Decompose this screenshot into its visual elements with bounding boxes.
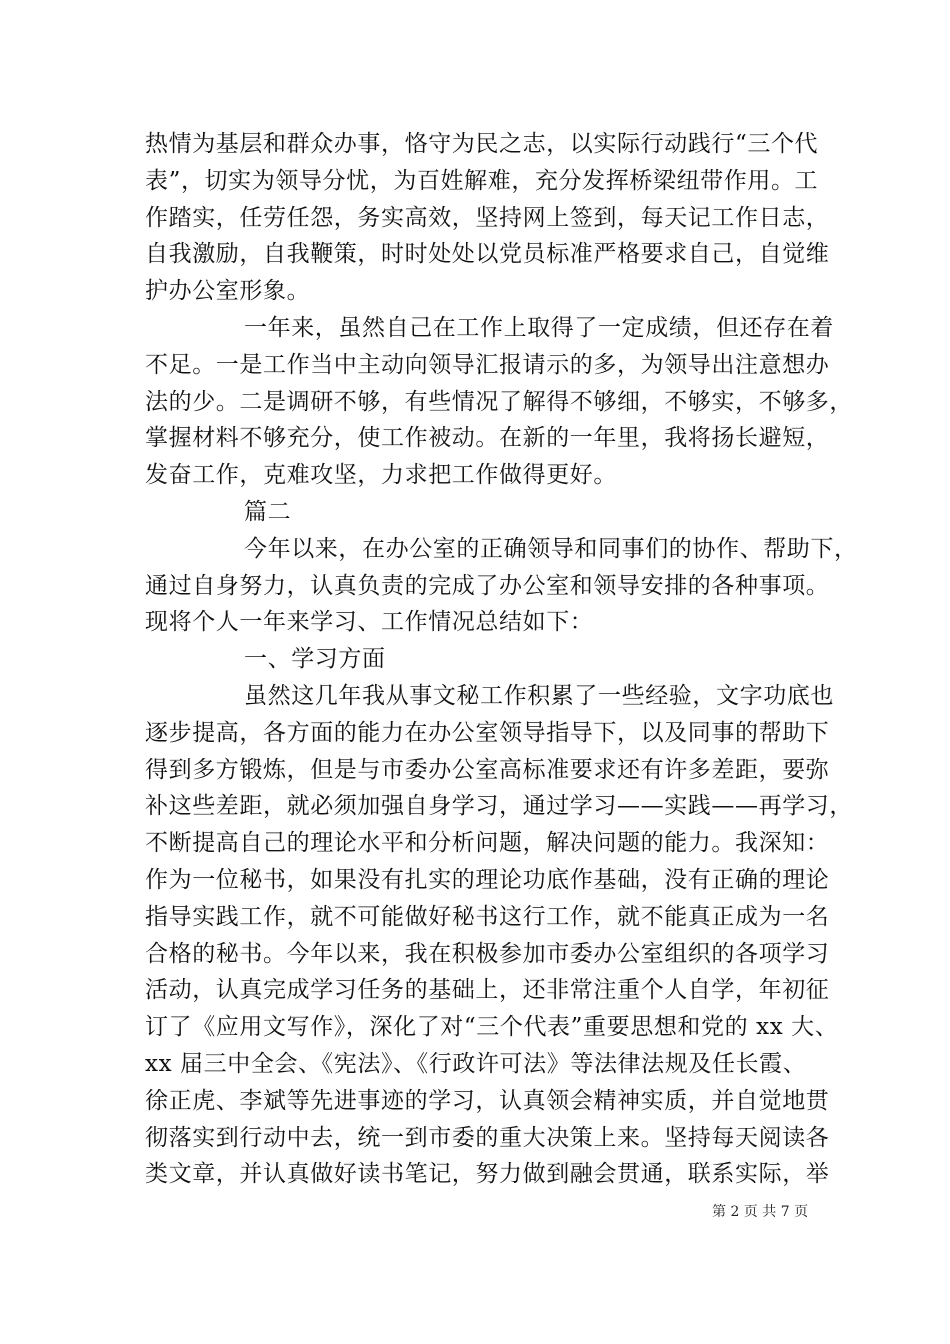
text-line: 作为一位秘书，如果没有扎实的理论功底作基础，没有正确的理论 [145,866,830,893]
text-line: 活动，认真完成学习任务的基础上，还非常注重个人自学，年初征 [145,977,830,1004]
text-line: 得到多方锻炼，但是与市委办公室高标准要求还有许多差距，要弥 [145,756,830,783]
text-line: xx 届三中全会、《宪法》、《行政许可法》等法律法规及任长霞、 [145,1050,807,1077]
text-line: 一年来，虽然自己在工作上取得了一定成绩，但还存在着 [244,314,834,341]
text-line: 今年以来，在办公室的正确领导和同事们的协作、帮助下， [244,535,858,562]
text-line: 指导实践工作，就不可能做好秘书这行工作，就不能真正成为一名 [145,903,830,930]
text-line: 不足。一是工作当中主动向领导汇报请示的多，为领导出注意想办 [145,351,830,378]
text-line: 现将个人一年来学习、工作情况总结如下： [145,609,594,636]
text-line: 热情为基层和群众办事，恪守为民之志，以实际行动践行“三个代 [145,131,819,157]
text-line: 类文章，并认真做好读书笔记，努力做到融会贯通，联系实际，举 [145,1161,830,1188]
text-line: 一、学习方面 [244,646,386,673]
body-text [145,126,858,1193]
text-line: 作踏实，任劳任怨，务实高效，坚持网上签到，每天记工作日志， [145,204,830,231]
text-line: 徐正虎、李斌等先进事迹的学习，认真领会精神实质，并自觉地贯 [145,1087,830,1114]
text-line: 法的少。二是调研不够，有些情况了解得不够细，不够实，不够多， [145,388,853,415]
text-line: 虽然这几年我从事文秘工作积累了一些经验，文字功底也 [244,682,834,709]
text-line: 彻落实到行动中去，统一到市委的重大决策上来。坚持每天阅读各 [145,1124,830,1151]
text-line: 合格的秘书。今年以来，我在积极参加市委办公室组织的各项学习 [145,940,830,967]
text-line: 补这些差距，就必须加强自身学习，通过学习——实践——再学习， [145,793,853,820]
text-line: 发奋工作，克难攻坚，力求把工作做得更好。 [145,462,617,489]
text-line: 自我激励，自我鞭策，时时处处以党员标准严格要求自己，自觉维 [145,241,830,268]
text-line: 不断提高自己的理论水平和分析问题，解决问题的能力。我深知： [145,830,830,857]
page-number-footer: 第 2 页 共 7 页 [712,1204,809,1220]
text-line: 护办公室形象。 [145,278,311,305]
text-line: 逐步提高，各方面的能力在办公室领导指导下，以及同事的帮助下 [145,719,830,746]
text-line: 表”，切实为领导分忧，为百姓解难，充分发挥桥梁纽带作用。工 [145,167,819,194]
text-line: 篇二 [244,498,292,525]
text-line: 通过自身努力，认真负责的完成了办公室和领导安排的各种事项。 [145,572,830,599]
text-line: 订了《应用文写作》，深化了对“三个代表”重要思想和党的 xx 大、 [145,1014,839,1041]
text-line: 掌握材料不够充分，使工作被动。在新的一年里，我将扬长避短， [145,425,830,452]
